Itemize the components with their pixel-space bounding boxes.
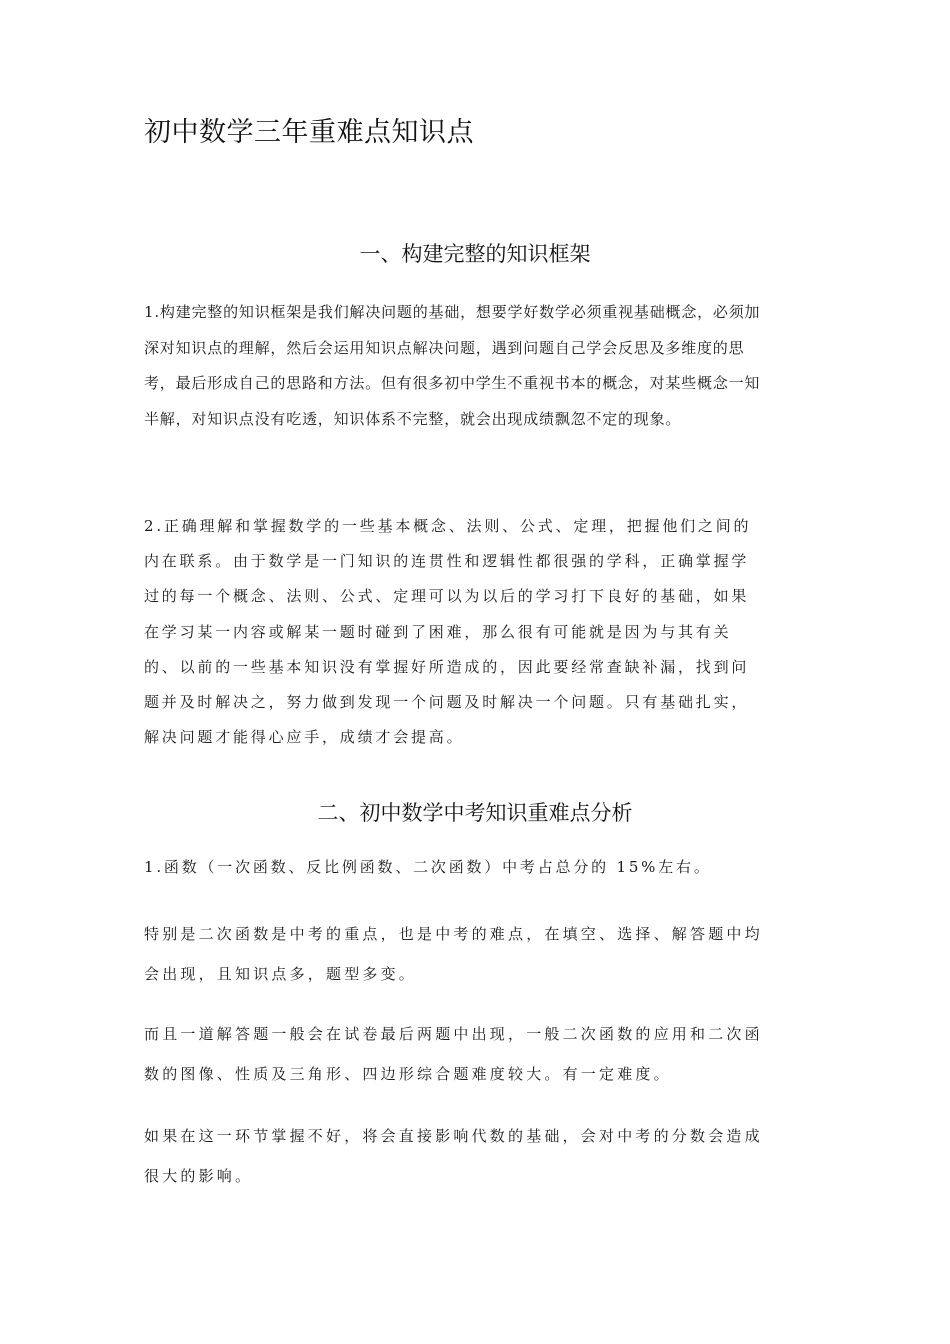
- paragraph-analysis-3: [144, 1014, 804, 1094]
- text-line: 特别是二次函数是中考的重点，也是中考的难点，在填空、选择、解答题中均: [144, 925, 763, 943]
- text-line: 深对知识点的理解，然后会运用知识点解决问题，遇到问题自己学会反思及多维度的思: [144, 338, 745, 357]
- paragraph-analysis-1: [144, 850, 804, 885]
- text-line: 会出现，且知识点多，题型多变。: [144, 965, 418, 983]
- text-line: 而且一道解答题一般会在试卷最后两题中出现，一般二次函数的应用和二次函: [144, 1025, 763, 1043]
- paragraph-framework-1: [144, 295, 804, 437]
- text-line: 的、以前的一些基本知识没有掌握好所造成的，因此要经常查缺补漏，找到问: [144, 657, 750, 676]
- section-heading-2: 二、初中数学中考知识重难点分析: [317, 801, 633, 825]
- document-title: 初中数学三年重难点知识点: [144, 117, 474, 148]
- text-line: 数的图像、性质及三角形、四边形综合题难度较大。有一定难度。: [144, 1065, 672, 1083]
- text-line: 考，最后形成自己的思路和方法。但有很多初中学生不重视书本的概念，对某些概念一知: [144, 374, 761, 392]
- text-line: 内在联系。由于数学是一门知识的连贯性和逻辑性都很强的学科，正确掌握学: [144, 552, 750, 571]
- paragraph-analysis-4: [144, 1116, 804, 1196]
- text-line: 2.正确理解和掌握数学的一些基本概念、法则、公式、定理，把握他们之间的: [144, 517, 752, 535]
- section-heading-1: 一、构建完整的知识框架: [359, 242, 591, 266]
- paragraph-analysis-2: [144, 914, 804, 994]
- text-line: 1.函数（一次函数、反比例函数、二次函数）中考占总分的 15%左右。: [144, 858, 712, 876]
- text-line: 半解，对知识点没有吃透，知识体系不完整，就会出现成绩飘忽不定的现象。: [144, 409, 682, 428]
- text-line: 如果在这一环节掌握不好，将会直接影响代数的基础，会对中考的分数会造成: [144, 1127, 763, 1145]
- text-line: 过的每一个概念、法则、公式、定理可以为以后的学习打下良好的基础，如果: [144, 587, 750, 606]
- text-line: 很大的影响。: [144, 1167, 254, 1185]
- text-line: 题并及时解决之，努力做到发现一个问题及时解决一个问题。只有基础扎实，: [144, 693, 750, 712]
- text-line: 在学习某一内容或解某一题时碰到了困难，那么很有可能就是因为与其有关: [144, 622, 732, 641]
- text-line: 解决问题才能得心应手，成绩才会提高。: [144, 728, 465, 747]
- text-line: 1.构建完整的知识框架是我们解决问题的基础，想要学好数学必须重视基础概念，必须加: [144, 303, 761, 321]
- paragraph-framework-2: [144, 509, 804, 755]
